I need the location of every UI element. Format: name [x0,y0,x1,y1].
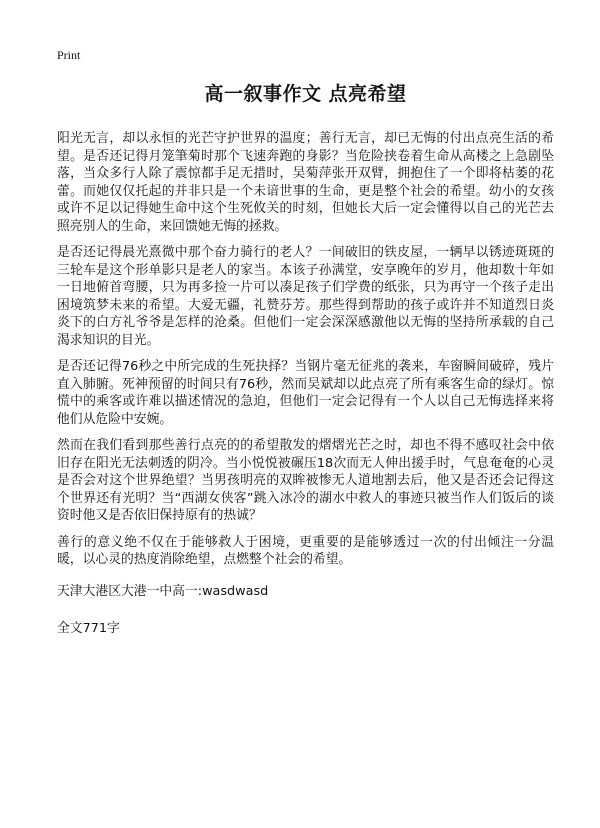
article-body [57,130,554,569]
article-paragraph: 是否还记得76秒之中所完成的生死抉择？当钢片毫无征兆的袭来，车窗瞬间破碎，残片直入肺腑。死神预留的时间只有76秒，然而吴斌却以此点亮了所有乘客生命的绿灯。惊慌中的乘客或许难以描述情况的急迫，但他们一定会记得有一个人以自己无悔选择来将他们从危险中安婉。 [57,359,554,427]
word-count: 全文771字 [57,621,120,636]
author-signature: 天津大港区大港一中高一:wasdwasd [57,583,269,599]
print-link[interactable]: Print [57,48,81,62]
article-paragraph: 然而在我们看到那些善行点亮的的希望散发的熠熠光芒之时，却也不得不感叹社会中依旧存在阳光无法刺透的阴冷。当小悦悦被碾压18次而无人伸出援手时，气息奄奄的心灵是否会对这个世界绝望？当男孩明亮的双眸被惨无人道地割去后，他又是否还会记得这个世界还有光明？当“西湖女侠客”跳入冰冷的湖水中救人的事迹只被当作人们饭后的谈资时他又是否依旧保持原有的热诚？ [57,438,554,523]
article-paragraph: 是否还记得晨光熹微中那个奋力骑行的老人？一间破旧的铁皮屋，一辆早以锈迹斑斑的三轮车是这个形单影只是老人的家当。本该子孙满堂，安享晚年的岁月，他却数十年如一日地俯首弯腰，只为再多捡一片可以凑足孩子们学费的纸张，只为再守一个孩子走出困境筑梦未来的希望。大爱无疆，礼赞芬芳。那些得到帮助的孩子或许并不知道烈日炎炎下的白方礼爷爷是怎样的沧桑。但他们一定会深深感激他以无悔的坚持所承载的自己渴求知识的目光。 [57,245,554,348]
article-title: 高一叙事作文 点亮希望 [204,83,407,105]
article-paragraph: 善行的意义绝不仅在于能够救人于困境，更重要的是能够透过一次的付出倾注一分温暖，以心灵的热度消除绝望，点燃整个社会的希望。 [57,534,554,567]
article-paragraph: 阳光无言，却以永恒的光芒守护世界的温度；善行无言，却已无悔的付出点亮生活的希望。是否还记得月笼筆菊时那个飞速奔跑的身影？当危险挟卷着生命从高楼之上急剧坠落，当众多行人除了震惊都手足无措时，吴菊萍张开双臂，拥抱住了一个即将枯萎的花蕾。而她仅仅托起的并非只是一个未谙世事的生命，更是整个社会的希望。幼小的女孩或许不足以记得她生命中这个生死攸关的时刻，但她长大后一定会懂得以自己的光芒去照亮别人的生命，来回馈她无悔的拯救。 [57,131,554,234]
document-page [57,44,554,638]
